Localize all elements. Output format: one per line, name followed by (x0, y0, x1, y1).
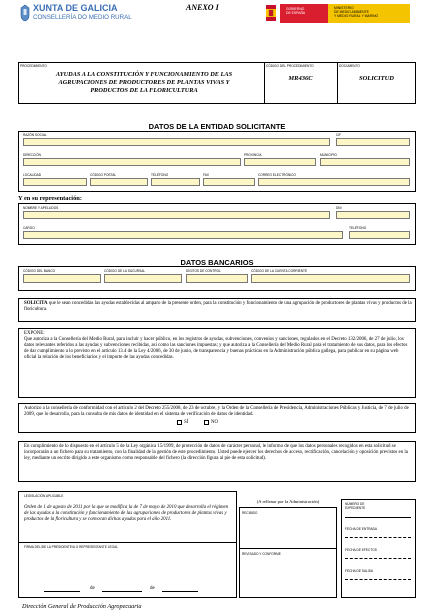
dni-label: DNI (336, 206, 342, 210)
dc-field[interactable] (186, 274, 248, 283)
conselleria-name: CONSELLERÍA DO MEDIO RURAL (33, 14, 132, 21)
cuenta-field[interactable] (251, 274, 410, 283)
procedure-label: PROCEDIMIENTO (20, 64, 47, 68)
salida-field[interactable] (345, 579, 411, 580)
rep-telefono-field[interactable] (349, 231, 410, 239)
ministry-line3: Y MEDIO RURAL Y MARINO (334, 14, 379, 18)
fax-label: FAX (203, 173, 210, 177)
signature-field[interactable] (24, 551, 231, 579)
direccion-label: DIRECCIÓN (23, 153, 41, 157)
date-de-2: de (150, 586, 155, 591)
admin-divider (239, 548, 337, 549)
provincia-field[interactable] (244, 158, 316, 166)
cuenta-label: CÓDIGO DE LA CUENTA CORRIENTE (251, 269, 308, 273)
cp-label: CÓDIGO POSTAL (90, 173, 117, 177)
date-place-field[interactable] (44, 591, 80, 592)
expediente-label: NÚMERO DE EXPEDIENTE (345, 502, 366, 510)
procedure-title: AYUDAS A LA CONSTITUCIÓN Y FUNCIONAMIENTO DE LAS AGRUPACIONES DE PRODUCTORES DE PLANTAS VIVAS Y PRODUCTOS DE LA FLORICULTURA (55, 71, 233, 94)
banco-label: CÓDIGO DEL BANCO (23, 269, 56, 273)
date-month-field[interactable] (102, 591, 142, 592)
legal-label: LEGISLACIÓN APLICABLE (24, 494, 64, 498)
yes-label: SÍ (184, 419, 189, 425)
email-field[interactable] (258, 178, 410, 186)
entrada-label: FECHA DE ENTRADA (345, 527, 378, 531)
municipio-field[interactable] (320, 158, 410, 166)
sucursal-field[interactable] (104, 274, 182, 283)
signature-label: FIRMA DEL/DE LA PRESIDENTE/A O REPRESENTANTE LEGAL (24, 545, 118, 549)
recibido-label: RECIBIDO (242, 511, 258, 515)
nombre-field[interactable] (23, 211, 330, 219)
solicita-keyword: SOLICITA (24, 301, 48, 306)
procedure-divider-1 (264, 62, 265, 104)
razon-field[interactable] (23, 138, 330, 146)
gov-line1: GOBIERNO (286, 7, 305, 11)
expone-text: Que autoriza a la Consellería del Medio Rural, para incluir y hacer público, en los registros de ayudas, subvenciones, convenios y sanciones, regulados en el Decreto 132/2006, de 27 de julio, los datos relevantes referidos a las ayudas y subvenciones recibidas, así como las sanciones impuestas; y que autoriza a la Consellería del Medio Rural para el tratamiento de sus datos, para los efectos de dar cumplimiento a lo previsto en el artículo 13.4 de la Ley 4/2006, de 30 de junio, de transparencia y buenas prácticas en la Administración pública gallega, para publicar en su página web oficial la relación de los beneficiarios y el importe de las ayudas concedidas. (24, 337, 408, 361)
fax-field[interactable] (203, 178, 255, 186)
annex-label: ANEXO I (186, 3, 219, 12)
localidad-field[interactable] (23, 178, 87, 186)
localidad-label: LOCALIDAD (23, 173, 42, 177)
solicita-body: que le sean concedidas las ayudas establecidas al amparo de la presente orden, para la constitución y funcionamiento de una agrupación de productores de plantas vivas y productos de la floricultura. (24, 301, 412, 313)
email-label: CORREO ELECTRÓNICO (258, 173, 296, 177)
lopd-text: En cumplimiento de lo dispuesto en el artículo 5 de la Ley orgánica 15/1999, de protección de datos de carácter personal, le informo de que los datos personales recogidos en esta solicitud se incorporarán a un fichero para su tratamiento, con la finalidad de la gestión de este procedimiento. Usted puede ejercer los derechos de acceso, rectificación, cancelación y oposición previstos en la ley, mediante un escrito dirigido a este organismo como responsable del fichero (la dirección figura al pie de esta solicitud). (24, 444, 408, 462)
nombre-label: NOMBRE Y APELLIDOS (23, 206, 59, 210)
authorize-text: Autorizo a la consellería de conformidad con el artículo 2 del Decreto 255/2008, de 23 de octubre, y la Orden de la Consellería de Presidencia, Administraciones Públicas y Justicia, de 7 de julio de 2009, que lo desarrolla, para la consulta de mis datos de identidad en el sistema de verificación de datos de identidad. (24, 406, 409, 418)
cp-field[interactable] (90, 178, 148, 186)
applicant-heading: DATOS DE LA ENTIDAD SOLICITANTE (148, 122, 286, 131)
entrada-field[interactable] (345, 537, 411, 538)
document-label: DOCUMENTO (339, 64, 360, 68)
no-checkbox[interactable] (204, 420, 209, 425)
dc-label: DÍGITOS DE CONTROL (186, 269, 221, 273)
legal-divider (18, 542, 237, 543)
efectos-label: FECHA DE EFECTOS (345, 548, 377, 552)
sucursal-label: CÓDIGO DE LA SUCURSAL (104, 269, 146, 273)
expone-heading: EXPONE: (24, 331, 45, 336)
efectos-field[interactable] (345, 558, 411, 559)
admin-heading: (A rellenar por la Administración) (256, 499, 320, 504)
bank-heading: DATOS BANCARIOS (180, 258, 254, 267)
revisado-label: REVISADO Y CONFORME (242, 552, 281, 556)
cif-field[interactable] (336, 138, 410, 146)
xunta-logo-icon (20, 4, 30, 22)
document-type: SOLICITUD (358, 75, 395, 82)
razon-label: RAZÓN SOCIAL (23, 133, 47, 137)
date-de-1: de (90, 586, 95, 591)
procedure-code: MR436C (288, 75, 313, 82)
yes-checkbox[interactable] (177, 420, 182, 425)
ministry-line1: MINISTERIO (334, 6, 354, 10)
legal-text: Orden de 1 de agosto de 2011 por la que se modifica la de 7 de mayo de 2010 que desarrolla el régimen de las ayudas a la constitución y funcionamiento de las agrupaciones de productores de plantas vivas y productos de la floricultura y se convocan dichas ayudas para el año 2011. (24, 505, 229, 523)
municipio-label: MUNICIPIO (320, 153, 337, 157)
provincia-label: PROVINCIA (244, 153, 262, 157)
cif-label: CIF (336, 133, 342, 137)
salida-label: FECHA DE SALIDA (345, 569, 374, 573)
no-label: NO (211, 419, 219, 425)
cargo-label: CARGO (23, 226, 35, 230)
dni-field[interactable] (336, 211, 410, 219)
telefono-label: TELÉFONO (151, 173, 169, 177)
date-year-field[interactable] (162, 591, 198, 592)
procedure-code-label: CÓDIGO DEL PROCEDIMIENTO (266, 64, 314, 68)
direccion-field[interactable] (23, 158, 241, 166)
procedure-divider-2 (337, 62, 338, 104)
solicita-text (24, 301, 412, 313)
cargo-field[interactable] (23, 231, 343, 239)
expediente-field[interactable] (345, 517, 411, 518)
xunta-name: XUNTA DE GALICIA (33, 3, 118, 13)
gov-line2: DE ESPAÑA (286, 11, 306, 15)
representative-heading: Y en su representación: (18, 195, 82, 202)
telefono-field[interactable] (151, 178, 200, 186)
banco-field[interactable] (23, 274, 101, 283)
footer-text: Dirección General de Producción Agropecuaria (22, 603, 142, 610)
ministry-line2: DE MEDIO AMBIENTE (334, 10, 369, 14)
spain-coat-icon (266, 5, 276, 21)
rep-telefono-label: TELÉFONO (349, 226, 367, 230)
